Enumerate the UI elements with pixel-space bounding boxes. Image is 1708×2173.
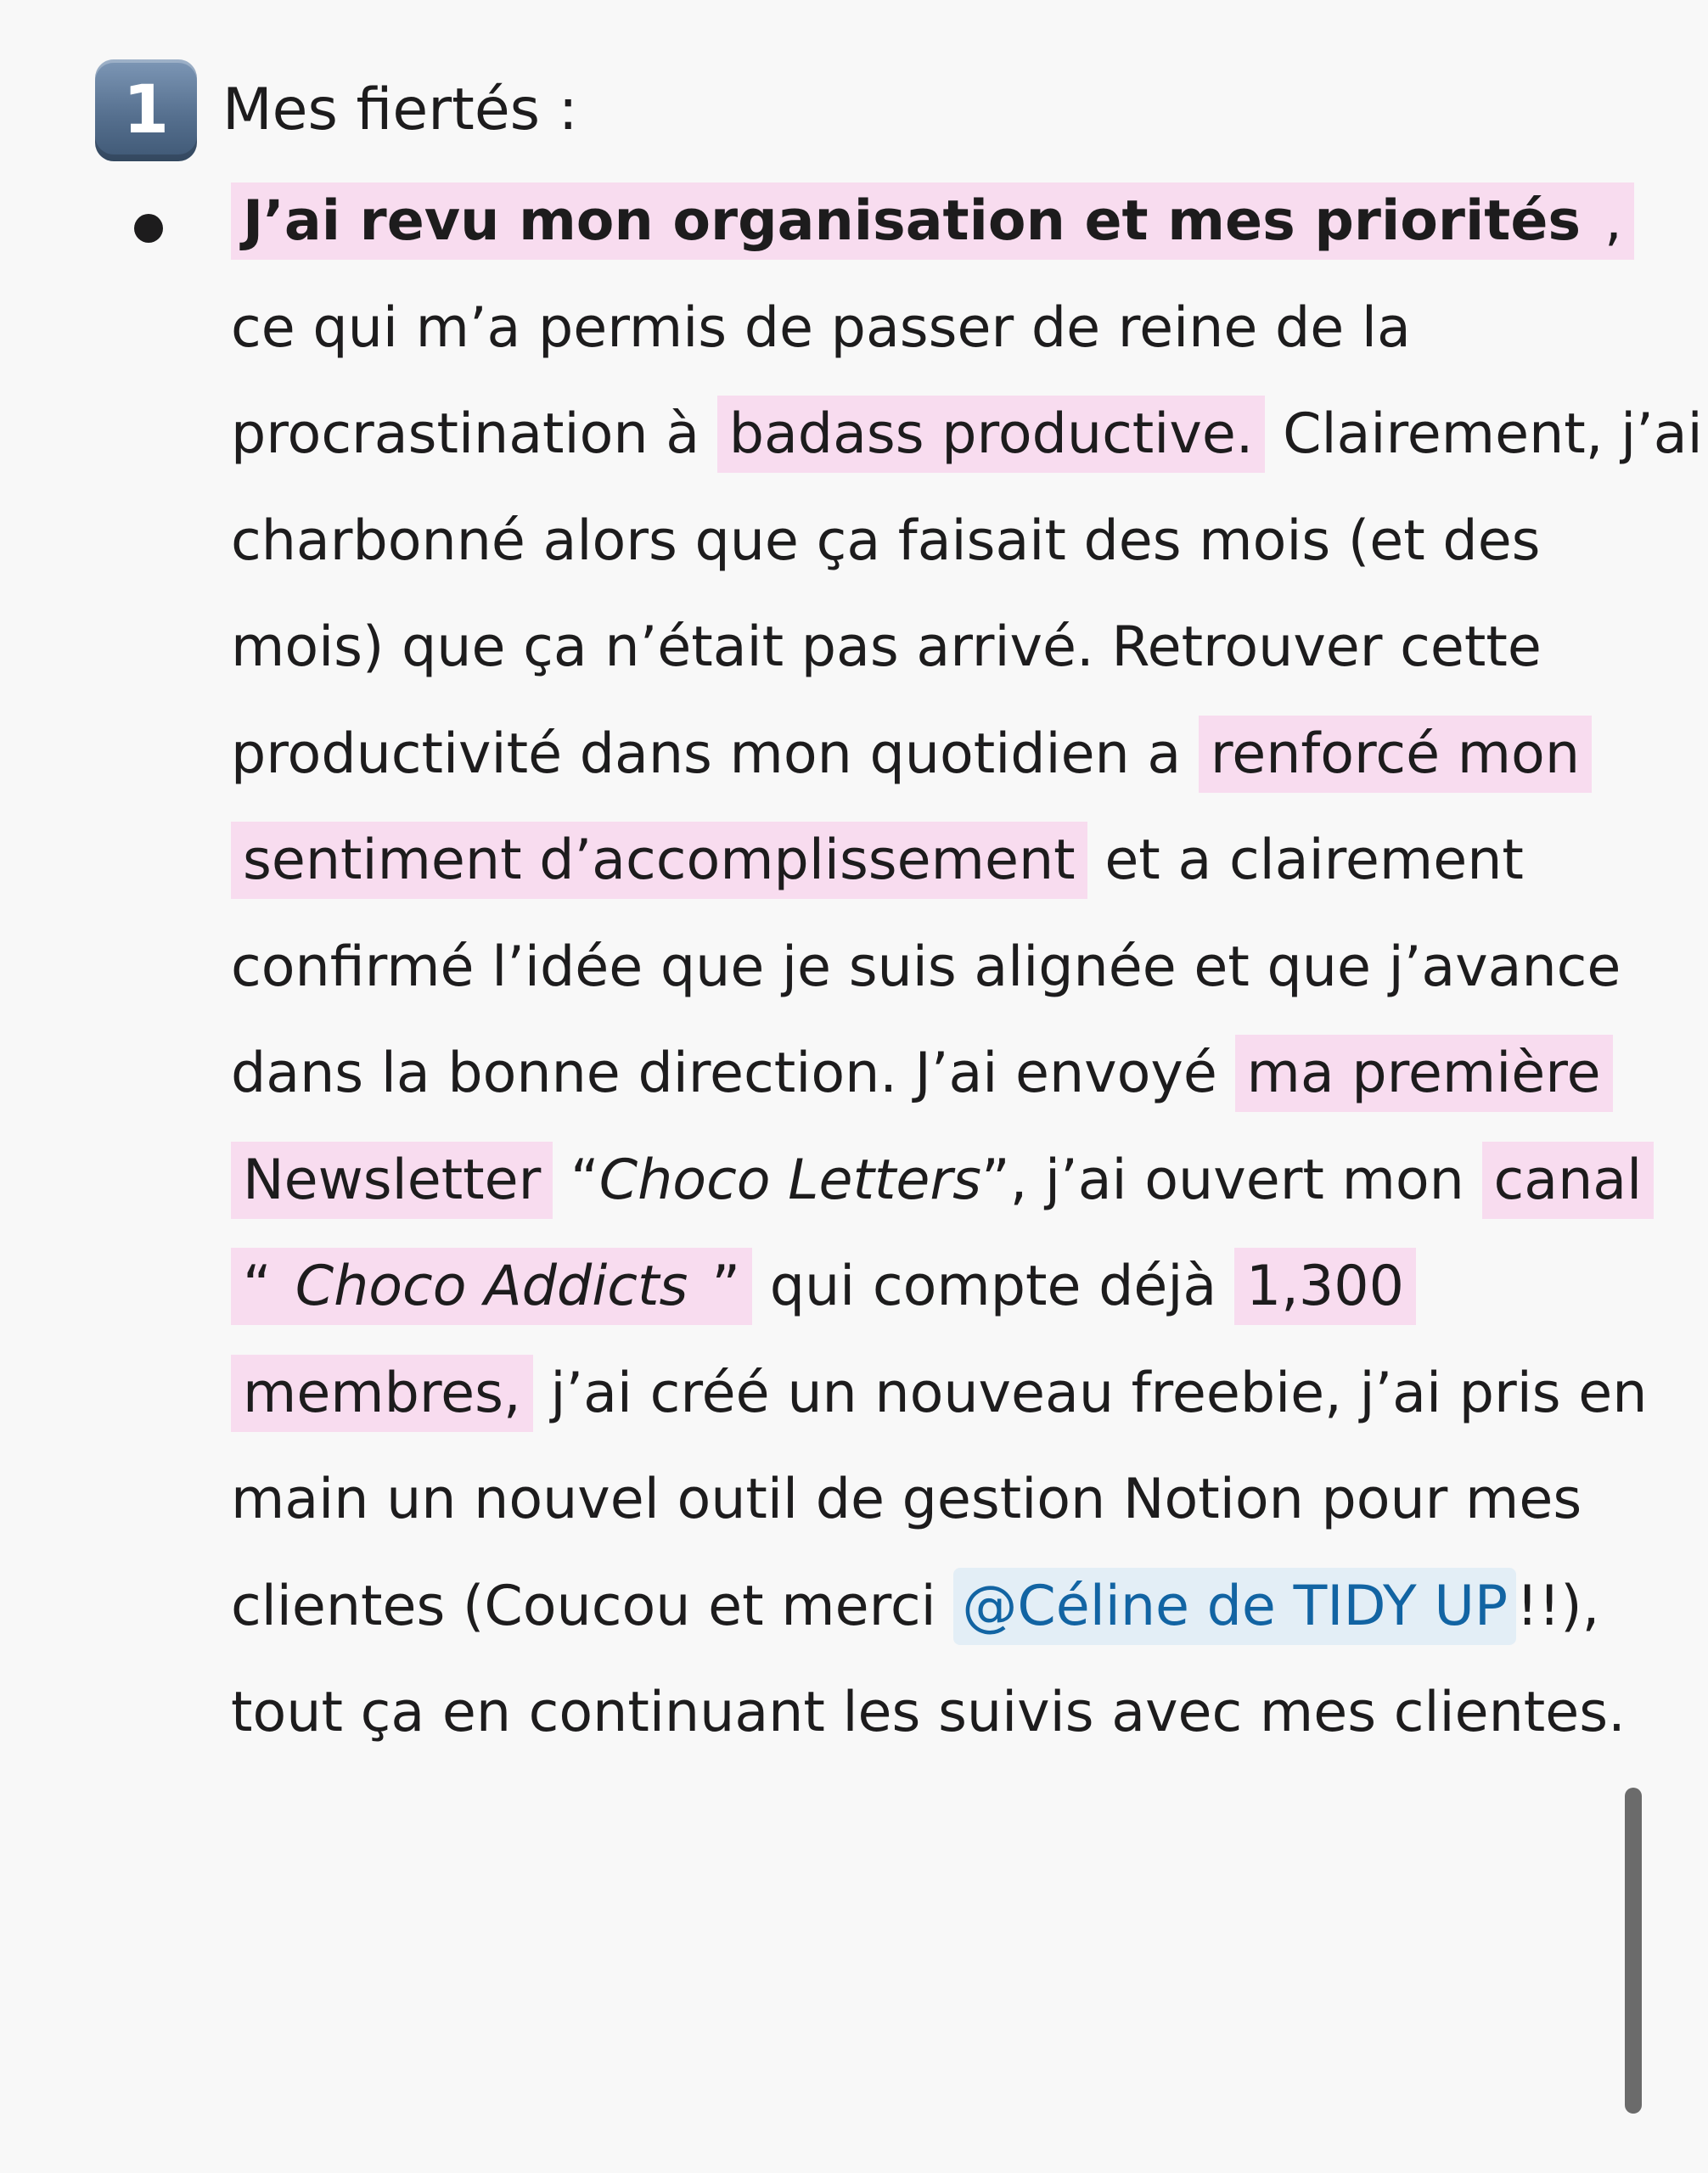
italic-choco-letters: Choco Letters — [598, 1148, 981, 1212]
text-segment: ”, j’ai ouvert mon — [981, 1148, 1482, 1212]
bullet-icon — [134, 214, 163, 243]
message-body — [95, 59, 1703, 1766]
highlight-badass: badass productive. — [717, 396, 1266, 473]
text-segment: j’ai créé un nouveau freebie, j’ai pris en main un nouvel outil de gestion Notion pour mes clientes (Coucou et merci — [231, 1361, 1648, 1638]
highlight-organisation: J’ai revu mon organisation et mes priorités — [231, 182, 1593, 260]
keycap-number: 1 — [122, 72, 170, 149]
bullet-paragraph — [231, 168, 1708, 1766]
user-mention-link[interactable]: @Céline de TIDY UP — [953, 1568, 1516, 1645]
highlight-choco-addicts: Choco Addicts — [284, 1248, 700, 1325]
text-segment: Clairement, j’ai charbonné alors que ça faisait des mois (et des mois) que ça n’était pas arrivé. Retrouver cette productivité dans mon quotidien a — [231, 402, 1703, 786]
bullet-list-item — [95, 168, 1703, 1766]
text-segment: qui compte déjà — [752, 1255, 1234, 1318]
highlight-newsletter: ma première Newsletter — [231, 1035, 1613, 1219]
highlight-quote-close: ” — [699, 1248, 752, 1325]
scrollbar-thumb[interactable] — [1625, 1788, 1642, 2114]
text-segment: !!), tout ça en continuant les suivis avec mes clientes. — [231, 1574, 1626, 1744]
text-segment: “ — [553, 1148, 599, 1212]
text-segment: et a clairement confirmé l’idée que je suis alignée et que j’avance dans la bonne direction. J’ai envoyé — [231, 828, 1621, 1105]
text-segment: ce qui m’a permis de passer de reine de la procrastination à — [231, 295, 1411, 466]
highlight-comma: , — [1593, 182, 1634, 260]
highlight-canal: canal “ — [231, 1142, 1654, 1326]
highlight-accomplissement: renforcé mon sentiment d’accomplissement — [231, 716, 1592, 900]
heading-title: Mes fiertés : — [222, 76, 578, 143]
highlight-membres: 1,300 membres, — [231, 1248, 1416, 1432]
section-heading — [95, 59, 1606, 161]
keycap-one-emoji — [95, 59, 197, 161]
